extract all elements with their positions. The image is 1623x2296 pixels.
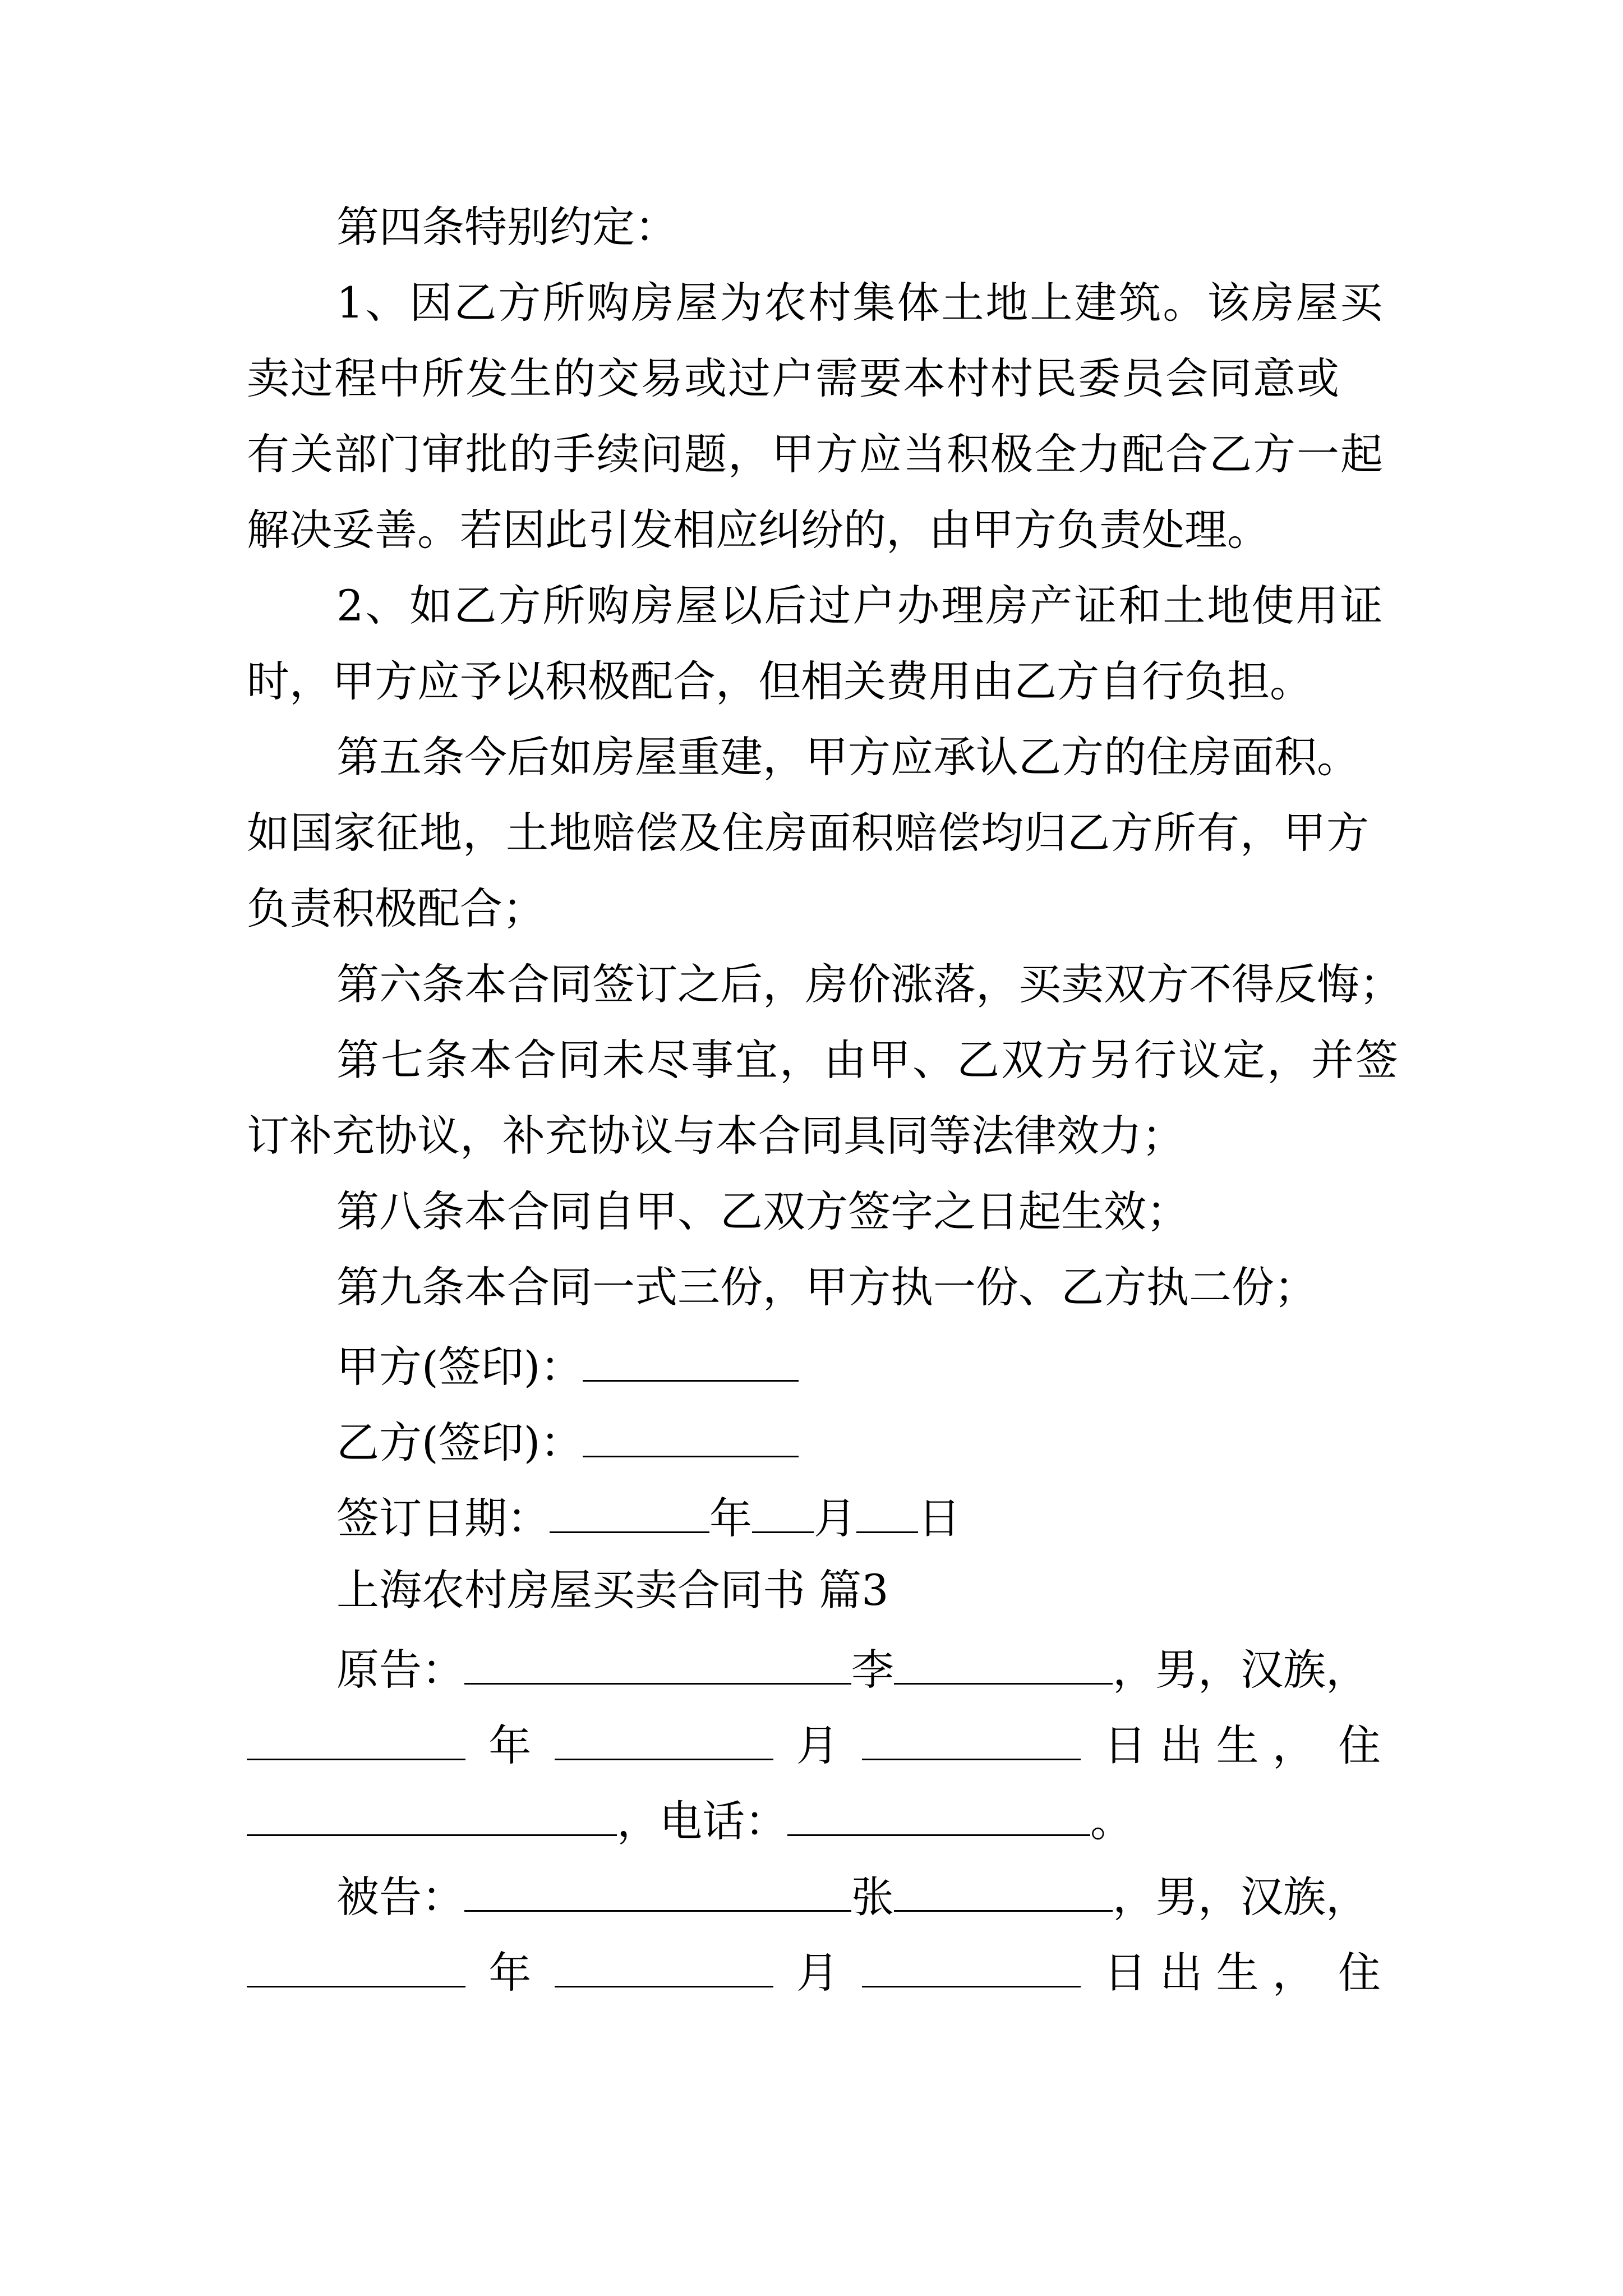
- article-5-line-1: 第五条今后如房屋重建，甲方应承认乙方的住房面积。: [336, 732, 1359, 782]
- defendant-gender-ethnicity: ，男，汉族，: [1113, 1872, 1368, 1922]
- article-4-clause-1-line-1: [336, 275, 1385, 331]
- signing-date-label: 签订日期：: [336, 1493, 550, 1543]
- article-4-clause-1-line-4: 解决妥善。若因此引发相应纠纷的，由甲方负责处理。: [247, 505, 1270, 555]
- plaintiff-name: 李: [851, 1645, 894, 1695]
- defendant-birth-day-label: 日 出 生 ，: [1104, 1948, 1315, 1998]
- signing-year-blank[interactable]: [550, 1487, 709, 1533]
- plaintiff-blank-1[interactable]: [464, 1638, 851, 1685]
- plaintiff-birth-month-label: 月: [796, 1720, 839, 1770]
- party-b-signature-blank[interactable]: [583, 1411, 799, 1457]
- article-4-clause-1-line-2: 卖过程中所发生的交易或过户需要本村村民委员会同意或: [247, 353, 1340, 403]
- plaintiff-birth-day-label: 日 出 生 ，: [1104, 1720, 1315, 1770]
- party-a-signature-blank[interactable]: [583, 1335, 799, 1382]
- plaintiff-phone-label: ，电话：: [617, 1796, 787, 1846]
- signing-month-label: 月: [814, 1493, 856, 1543]
- defendant-birth-day-blank[interactable]: [862, 1941, 1081, 1987]
- plaintiff-gender-ethnicity: ，男，汉族，: [1113, 1645, 1368, 1695]
- defendant-birth-month-label: 月: [796, 1948, 839, 1998]
- article-8: 第八条本合同自甲、乙双方签字之日起生效；: [336, 1186, 1189, 1236]
- plaintiff-line-3: [247, 1789, 1133, 1849]
- defendant-blank-2[interactable]: [894, 1865, 1113, 1912]
- signing-year-label: 年: [709, 1493, 752, 1543]
- plaintiff-birth-year-label: 年: [488, 1720, 532, 1770]
- signing-day-blank[interactable]: [856, 1487, 918, 1533]
- article-7-line-1: 第七条本合同未尽事宜，由甲、乙双方另行议定，并签: [336, 1035, 1400, 1085]
- party-a-signature-label: 甲方(签印)：: [336, 1342, 583, 1392]
- article-4-clause-2-line-2: 时，甲方应予以积极配合，但相关费用由乙方自行负担。: [247, 656, 1312, 706]
- plaintiff-line-2: [247, 1714, 1381, 1774]
- article-6: 第六条本合同签订之后，房价涨落，买卖双方不得反悔；: [336, 959, 1402, 1009]
- plaintiff-phone-blank[interactable]: [787, 1789, 1090, 1836]
- defendant-birth-year-blank[interactable]: [247, 1941, 465, 1987]
- article-5-line-3: 负责积极配合；: [247, 884, 545, 933]
- defendant-line-2: [247, 1941, 1381, 2001]
- article-4-clause-2-line-1: 2、如乙方所购房屋以后过户办理房产证和土地使用证: [336, 581, 1385, 631]
- signing-date-line: [336, 1487, 961, 1547]
- article-7-line-2: 订补充协议，补充协议与本合同具同等法律效力；: [247, 1111, 1184, 1161]
- defendant-reside-label: 住: [1338, 1948, 1381, 1998]
- party-b-signature-line: [336, 1411, 799, 1471]
- plaintiff-line-1: [336, 1638, 1368, 1698]
- plaintiff-blank-2[interactable]: [894, 1638, 1113, 1685]
- party-a-signature-line: [336, 1335, 799, 1395]
- text-run: 1、因乙方所购房屋为农村集体土地上建筑。该房屋买: [336, 278, 1385, 328]
- plaintiff-address-blank[interactable]: [247, 1789, 617, 1836]
- defendant-birth-month-blank[interactable]: [555, 1941, 773, 1987]
- article-9: 第九条本合同一式三份，甲方执一份、乙方执二份；: [336, 1262, 1317, 1312]
- article-5-line-2: 如国家征地，土地赔偿及住房面积赔偿均归乙方所有，甲方: [247, 808, 1370, 858]
- plaintiff-label: 原告：: [336, 1645, 464, 1695]
- article-4-clause-1-line-3: 有关部门审批的手续问题，甲方应当积极全力配合乙方一起: [247, 429, 1384, 479]
- signing-month-blank[interactable]: [752, 1487, 814, 1533]
- defendant-name: 张: [851, 1872, 894, 1922]
- section-title: 上海农村房屋买卖合同书 篇3: [336, 1565, 889, 1615]
- plaintiff-birth-month-blank[interactable]: [555, 1714, 773, 1760]
- defendant-line-1: [336, 1865, 1368, 1925]
- party-b-signature-label: 乙方(签印)：: [336, 1418, 583, 1467]
- defendant-blank-1[interactable]: [464, 1865, 851, 1912]
- plaintiff-period: 。: [1090, 1796, 1133, 1846]
- defendant-label: 被告：: [336, 1872, 464, 1922]
- signing-day-label: 日: [918, 1493, 961, 1543]
- article-4-heading: 第四条特别约定：: [336, 202, 677, 252]
- plaintiff-reside-label: 住: [1338, 1720, 1381, 1770]
- plaintiff-birth-day-blank[interactable]: [862, 1714, 1081, 1760]
- defendant-birth-year-label: 年: [488, 1948, 532, 1998]
- plaintiff-birth-year-blank[interactable]: [247, 1714, 465, 1760]
